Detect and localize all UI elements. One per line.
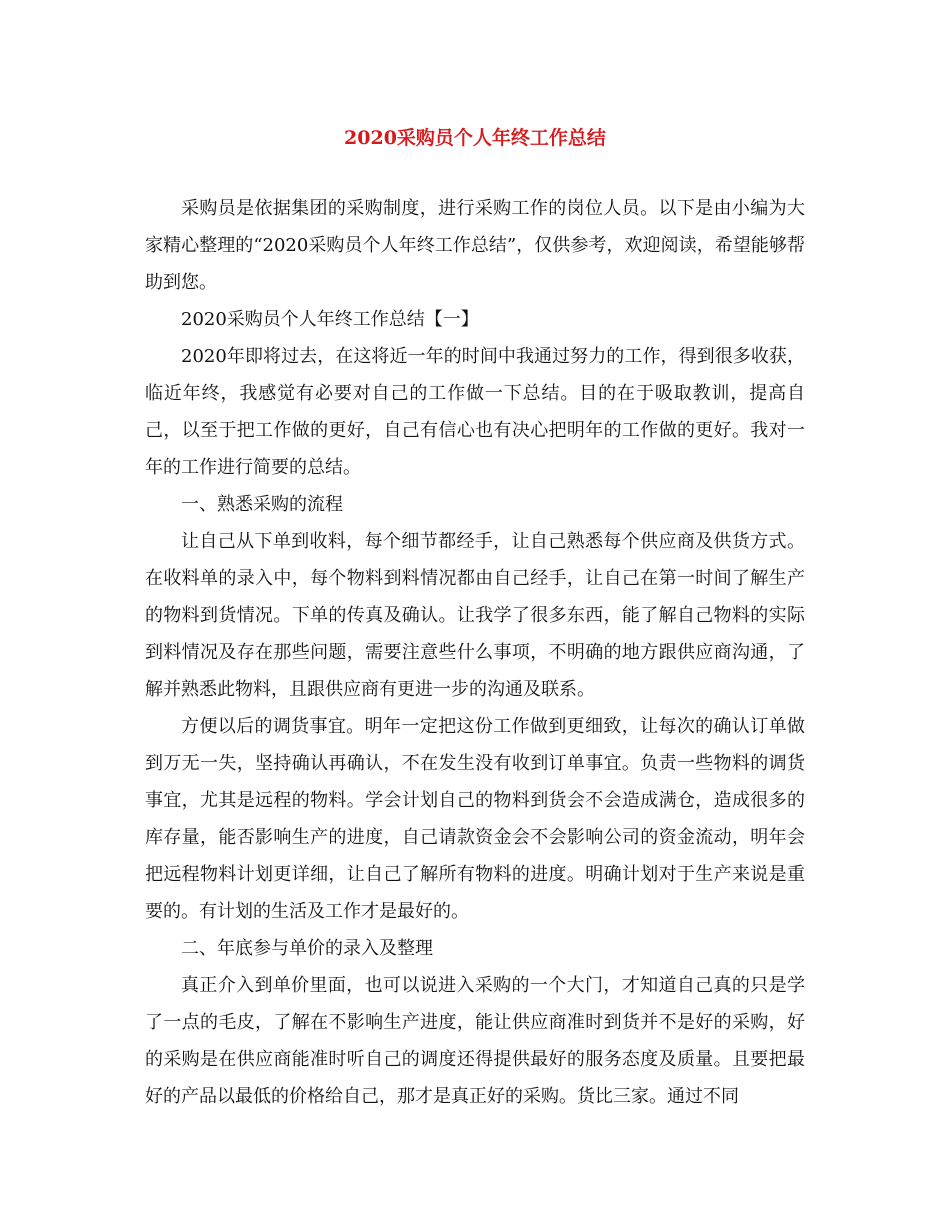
paragraph-transfer-planning: 方便以后的调货事宜。明年一定把这份工作做到更细致，让每次的确认订单做到万无一失，坚持确认再确认，不在发生没有收到订单事宜。负责一些物料的调货事宜，尤其是远程的物料。学会计划自己的物料到货会不会造成满仓，造成很多的库存量，能否影响生产的进度，自己请款资金会不会影响公司的资金流动，明年会把远程物料计划更详细，让自己了解所有物料的进度。明确计划对于生产来说是重要的。有计划的生活及工作才是最好的。 xyxy=(145,716,805,922)
paragraph-unit-price: 真正介入到单价里面，也可以说进入采购的一个大门，才知道自己真的只是学了一点的毛皮，了解在不影响生产进度，能让供应商准时到货并不是好的采购，好的采购是在供应商能准时听自己的调度还得提供最好的服务态度及质量。且要把最好的产品以最低的价格给自己，那才是真正好的采购。货比三家。通过不同 xyxy=(145,975,805,1107)
section-heading-part-one: 2020采购员个人年终工作总结【一】 xyxy=(181,309,479,330)
document-title: 2020采购员个人年终工作总结 xyxy=(344,127,606,149)
paragraph-procurement-process: 让自己从下单到收料，每个细节都经手，让自己熟悉每个供应商及供货方式。在收料单的录入中，每个物料到料情况都由自己经手，让自己在第一时间了解生产的物料到货情况。下单的传真及确认。让我学了很多东西，能了解自己物料的实际到料情况及存在那些问题，需要注意些什么事项，不明确的地方跟供应商沟通，了解并熟悉此物料，且跟供应商有更进一步的沟通及联系。 xyxy=(145,531,805,700)
paragraph-overview: 2020年即将过去，在这将近一年的时间中我通过努力的工作，得到很多收获，临近年终，我感觉有必要对自己的工作做一下总结。目的在于吸取教训，提高自己，以至于把工作做的更好，自己有信心也有决心把明年的工作做的更好。我对一年的工作进行简要的总结。 xyxy=(145,346,805,478)
section-heading-procurement-process: 一、熟悉采购的流程 xyxy=(181,494,343,515)
section-heading-unit-price: 二、年底参与单价的录入及整理 xyxy=(181,938,433,959)
paragraph-intro: 采购员是依据集团的采购制度，进行采购工作的岗位人员。以下是由小编为大家精心整理的“2020采购员个人年终工作总结”，仅供参考，欢迎阅读，希望能够帮助到您。 xyxy=(145,198,805,293)
document-body xyxy=(145,190,805,1115)
